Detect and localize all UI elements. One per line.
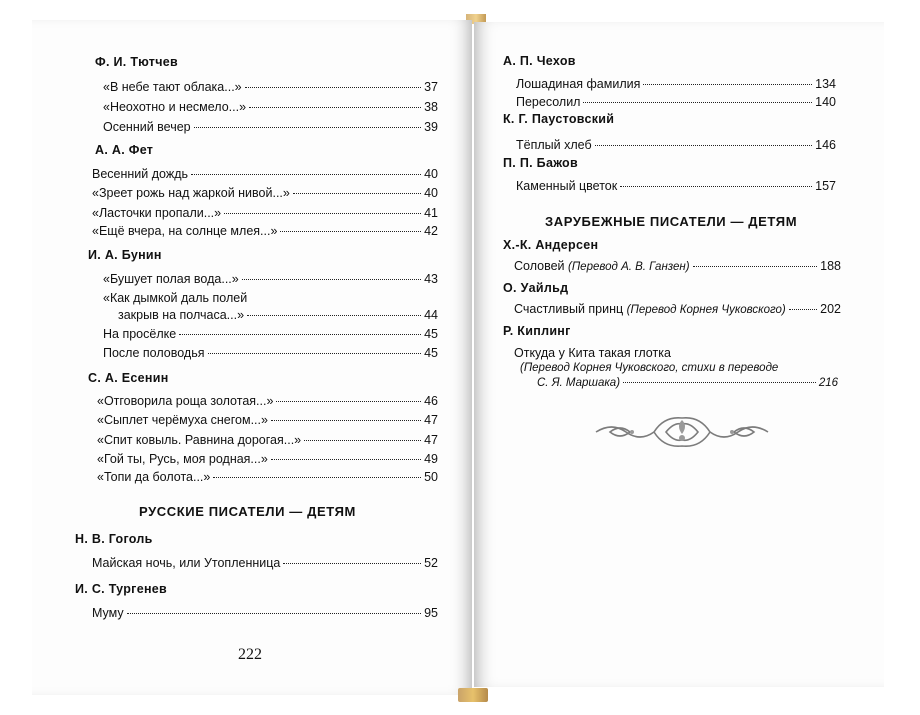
toc-entry: Счастливый принц (Перевод Корнея Чуковского) 202: [514, 302, 841, 316]
toc-entry: «Зреет рожь над жаркой нивой...» 40: [92, 186, 438, 200]
author-turgenev: И. С. Тургенев: [75, 582, 168, 596]
toc-entry: «Гой ты, Русь, моя родная...» 49: [97, 452, 438, 466]
toc-entry: «Топи да болота...» 50: [97, 470, 438, 484]
toc-entry: Майская ночь, или Утопленница 52: [92, 556, 438, 570]
toc-entry: «Отговорила роща золотая...» 46: [97, 394, 438, 408]
spine-edge: [458, 688, 488, 702]
toc-entry: Муму 95: [92, 606, 438, 620]
toc-entry: Тёплый хлеб 146: [516, 138, 836, 152]
author-fet: А. А. Фет: [95, 143, 154, 157]
toc-entry: «Спит ковыль. Равнина дорогая...» 47: [97, 433, 438, 447]
toc-entry: «Неохотно и несмело...» 38: [103, 100, 438, 114]
toc-entry: После половодья 45: [103, 346, 438, 360]
section-heading-russian: РУССКИЕ ПИСАТЕЛИ — ДЕТЯМ: [139, 504, 356, 519]
author-bunin: И. А. Бунин: [88, 248, 162, 262]
toc-entry: Пересолил 140: [516, 95, 836, 109]
page-number: 222: [238, 646, 262, 663]
author-bazhov: П. П. Бажов: [503, 156, 578, 170]
toc-entry: Лошадиная фамилия 134: [516, 77, 836, 91]
toc-entry: Осенний вечер 39: [103, 120, 438, 134]
toc-entry: закрыв на полчаса...» 44: [118, 308, 438, 322]
author-gogol: Н. В. Гоголь: [75, 532, 153, 546]
toc-entry-note-line1: (Перевод Корнея Чуковского, стихи в переводе: [520, 362, 779, 374]
toc-entry: Каменный цветок 157: [516, 179, 836, 193]
toc-entry: «Сыплет черёмуха снегом...» 47: [97, 413, 438, 427]
author-andersen: Х.-К. Андерсен: [503, 238, 599, 252]
toc-entry: На просёлке 45: [103, 327, 438, 341]
section-heading-foreign: ЗАРУБЕЖНЫЕ ПИСАТЕЛИ — ДЕТЯМ: [545, 214, 798, 229]
toc-entry: Соловей (Перевод А. В. Ганзен) 188: [514, 259, 841, 273]
author-wilde: О. Уайльд: [503, 281, 569, 295]
toc-entry: «Бушует полая вода...» 43: [103, 272, 438, 286]
floral-ornament-icon: [592, 410, 772, 454]
toc-entry: «Ещё вчера, на солнце млея...» 42: [92, 224, 438, 238]
author-paustovsky: К. Г. Паустовский: [503, 112, 615, 126]
toc-entry-title-line1: «Как дымкой даль полей: [103, 291, 248, 305]
author-esenin: С. А. Есенин: [88, 371, 169, 385]
author-kipling: Р. Киплинг: [503, 324, 571, 338]
toc-entry: «В небе тают облака...» 37: [103, 80, 438, 94]
toc-entry: С. Я. Маршака) 216: [537, 377, 838, 389]
toc-entry: Весенний дождь 40: [92, 167, 438, 181]
toc-entry-title: Откуда у Кита такая глотка: [514, 346, 671, 360]
author-tyutchev: Ф. И. Тютчев: [95, 55, 178, 69]
toc-entry: «Ласточки пропали...» 41: [92, 206, 438, 220]
author-chekhov: А. П. Чехов: [503, 54, 576, 68]
